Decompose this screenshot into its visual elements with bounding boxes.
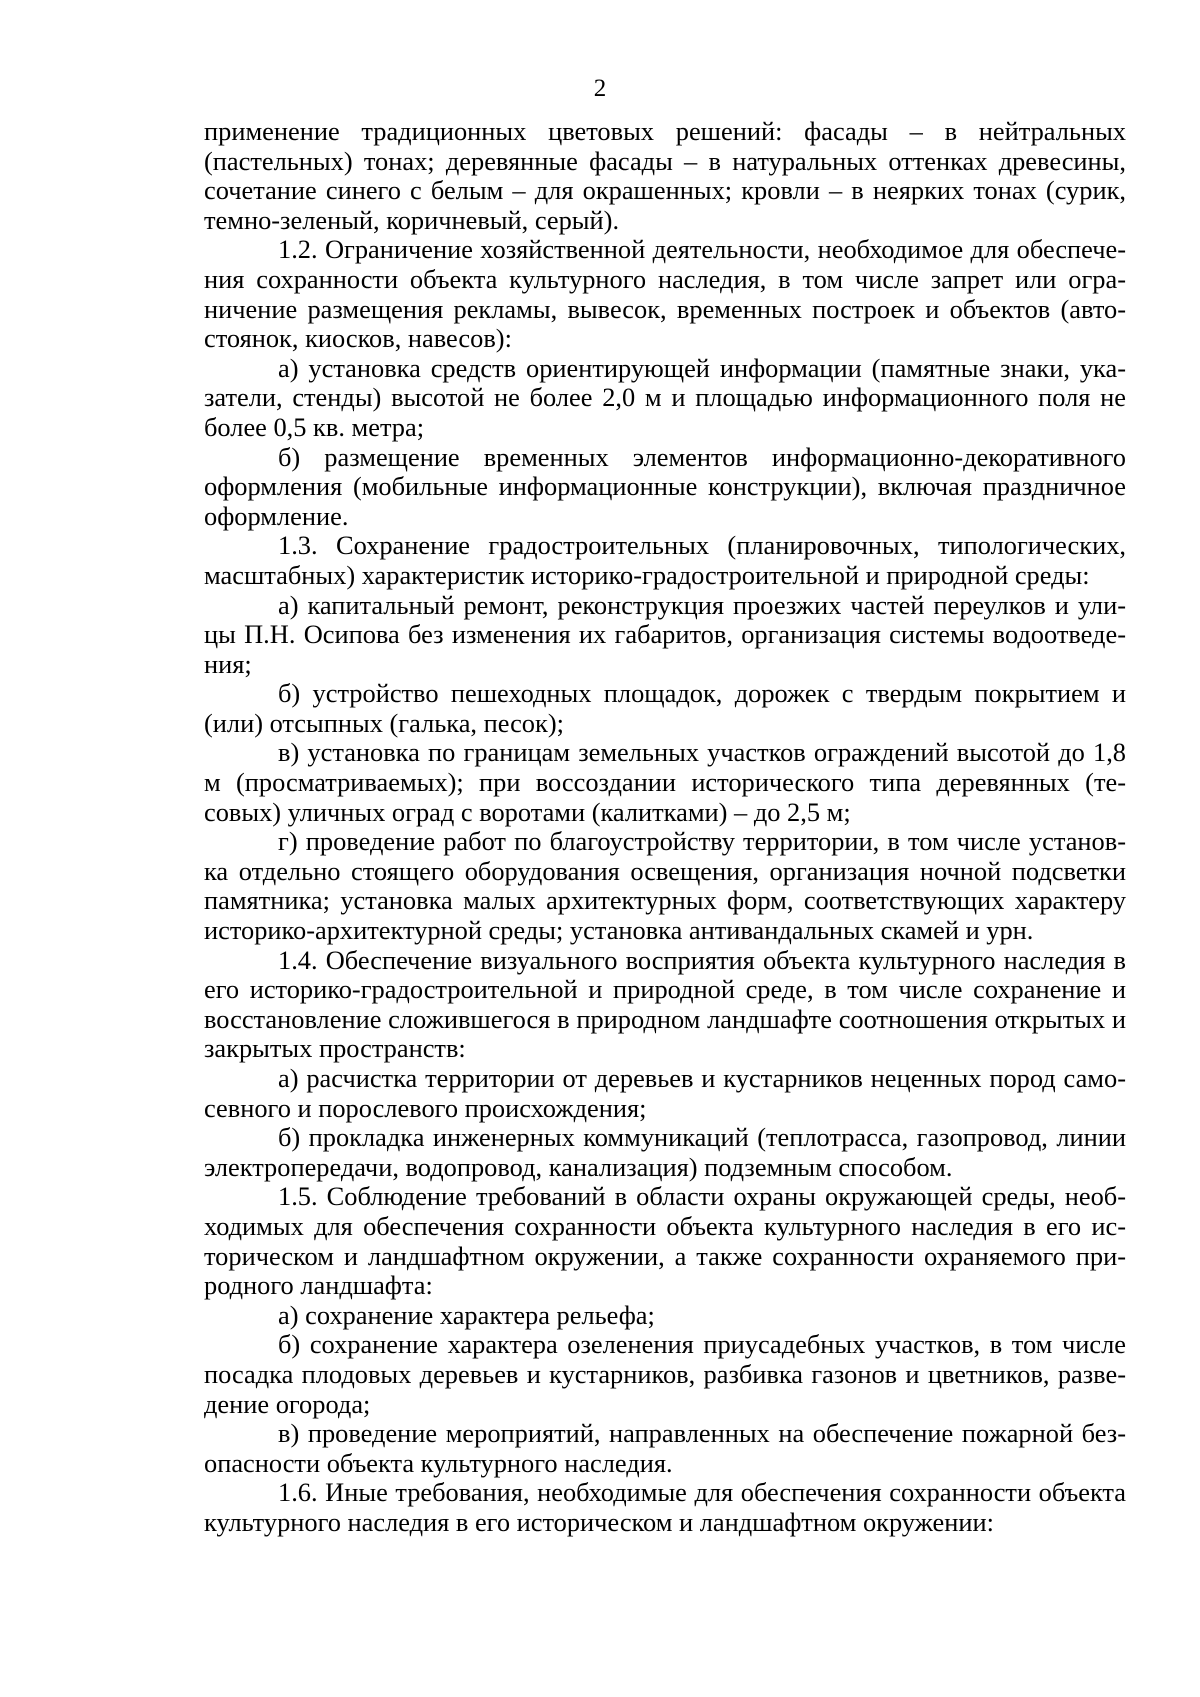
- paragraph-1-5-v: в) проведение мероприятий, направленных на обеспечение пожарной безопасности объекта культурного наследия.: [204, 1418, 1126, 1478]
- document-body: [204, 117, 1126, 1538]
- paragraph-1-3-v: в) установка по границам земельных участков ограждений высотой до 1,8 м (просматриваемых); при воссоздании исторического типа деревянных (тесовых) уличных оград с воротами (калитками) – до 2,5 м;: [204, 737, 1126, 827]
- paragraph-1-3-a: а) капитальный ремонт, реконструкция проезжих частей переулков и улицы П.Н. Осипова без изменения их габаритов, организация системы водоотведения;: [204, 589, 1126, 679]
- paragraph-1-3-g: г) проведение работ по благоустройству территории, в том числе установка отдельно стоящего оборудования освещения, организация ночной подсветки памятника; установка малых архитектурных форм, соответствующих характеру историко-архитектурной среды; установка антивандальных скамей и урн.: [204, 826, 1126, 946]
- paragraph-1-4-b: б) прокладка инженерных коммуникаций (теплотрасса, газопровод, линии электропередачи, водопровод, канализация) подземным способом.: [204, 1122, 1126, 1182]
- paragraph-color-solutions: применение традиционных цветовых решений: фасады – в нейтральных (пастельных) тонах; деревянные фасады – в натуральных оттенках древесины, сочетание синего с белым – для окрашенных; кровли – в неярких тонах (сурик, темно-зеленый, коричневый, серый).: [204, 116, 1126, 235]
- paragraph-1-5: 1.5. Соблюдение требований в области охраны окружающей среды, необходимых для обеспечения сохранности объекта культурного наследия в его историческом и ландшафтном окружении, а также сохранности охраняемого природного ландшафта:: [204, 1181, 1126, 1301]
- page-number: 2: [593, 75, 607, 102]
- paragraph-1-5-a: а) сохранение характера рельефа;: [278, 1299, 655, 1330]
- paragraph-1-3-b: б) устройство пешеходных площадок, дорожек с твердым покрытием и (или) отсыпных (галька, песок);: [204, 678, 1126, 738]
- paragraph-1-6: 1.6. Иные требования, необходимые для обеспечения сохранности объекта культурного наследия в его историческом и ландшафтном окружении:: [204, 1477, 1126, 1537]
- paragraph-1-5-b: б) сохранение характера озеленения приусадебных участков, в том числе посадка плодовых деревьев и кустарников, разбивка газонов и цветников, разведение огорода;: [204, 1329, 1126, 1419]
- paragraph-1-4: 1.4. Обеспечение визуального восприятия объекта культурного наследия в его историко-градостроительной и природной среде, в том числе сохранение и восстановление сложившегося в природном ландшафте соотношения открытых и закрытых пространств:: [204, 944, 1126, 1064]
- paragraph-1-2-a: а) установка средств ориентирующей информации (памятные знаки, указатели, стенды) высотой не более 2,0 м и площадью информационного поля не более 0,5 кв. метра;: [204, 352, 1126, 442]
- paragraph-1-4-a: а) расчистка территории от деревьев и кустарников неценных пород самосевного и порослевого происхождения;: [204, 1063, 1126, 1123]
- paragraph-1-3: 1.3. Сохранение градостроительных (планировочных, типологических, масштабных) характеристик историко-градостроительной и природной среды:: [204, 530, 1126, 590]
- paragraph-1-2: 1.2. Ограничение хозяйственной деятельности, необходимое для обеспечения сохранности объекта культурного наследия, в том числе запрет или ограничение размещения рекламы, вывесок, временных построек и объектов (автостоянок, киосков, навесов):: [204, 234, 1126, 354]
- paragraph-1-2-b: б) размещение временных элементов информационно-декоративного оформления (мобильные информационные конструкции), включая праздничное оформление.: [204, 441, 1126, 531]
